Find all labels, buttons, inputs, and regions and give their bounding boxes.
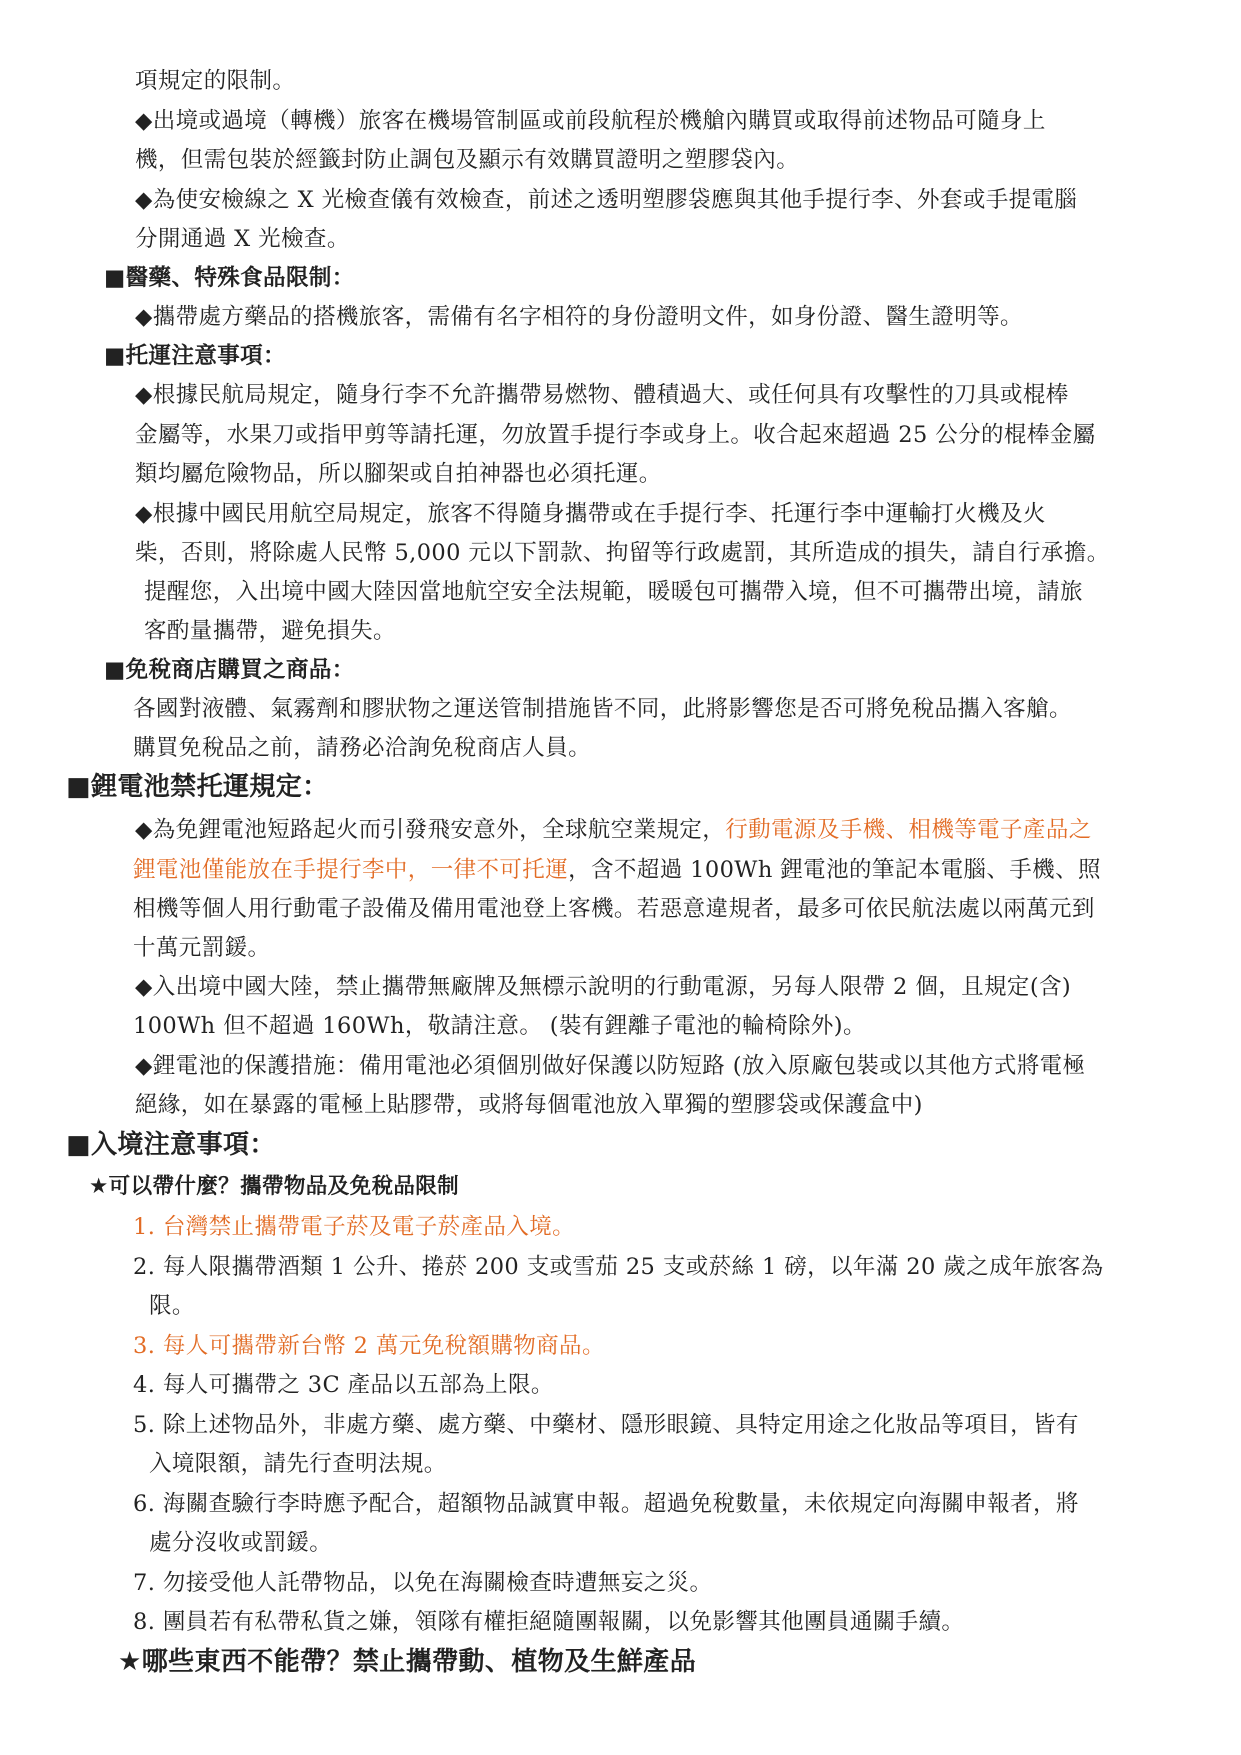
paragraph-line: ◆根據民航局規定，隨身行李不允許攜帶易燃物、體積過大、或任何具有攻擊性的刀具或棍棒 [135,382,1069,408]
highlight-text: 行動電源及手機、相機等電子產品之 [725,817,1092,843]
list-item: 5. 除上述物品外，非處方藥、處方藥、中藥材、隱形眼鏡、具特定用途之化妝品等項目，皆有 [133,1412,1079,1438]
paragraph-line: 客酌量攜帶，避免損失。 [144,618,396,644]
paragraph-line: 100Wh 但不超過 160Wh，敬請注意。 (裝有鋰離子電池的輪椅除外)。 [133,1013,866,1039]
paragraph-line: ◆攜帶處方藥品的搭機旅客，需備有名字相符的身份證明文件，如身份證、醫生證明等。 [135,304,1023,330]
paragraph-line: 各國對液體、氣霧劑和膠狀物之運送管制措施皆不同，此將影響您是否可將免稅品攜入客艙。 [133,696,1072,722]
paragraph-line: ◆鋰電池的保護措施：備用電池必須個別做好保護以防短路 (放入原廠包裝或以其他方式將電極 [135,1053,1086,1079]
paragraph-line: 購買免稅品之前，請務必洽詢免稅商店人員。 [133,735,592,761]
paragraph-line [135,815,1092,845]
list-item-continued: 限。 [149,1293,195,1319]
paragraph-line: 金屬等，水果刀或指甲剪等請托運，勿放置手提行李或身上。收合起來超過 25 公分的棍棒金屬 [135,422,1096,448]
paragraph-line: ◆根據中國民用航空局規定，旅客不得隨身攜帶或在手提行李、托運行李中運輸打火機及火 [135,501,1046,527]
list-item-continued: 處分沒收或罰鍰。 [149,1530,333,1556]
paragraph-line: 分開通過 X 光檢查。 [135,226,350,252]
paragraph-line: 相機等個人用行動電子設備及備用電池登上客機。若惡意違規者，最多可依民航法處以兩萬元到 [133,896,1095,922]
text-run: ，含不超過 100Wh 鋰電池的筆記本電腦、手機、照 [568,857,1101,883]
paragraph-line: 十萬元罰鍰。 [133,935,271,961]
subheading-allowed-items: ★可以帶什麼？攜帶物品及免稅品限制 [89,1174,460,1199]
list-item-continued: 入境限額，請先行查明法規。 [149,1451,447,1477]
list-item: 2. 每人限攜帶酒類 1 公升、捲菸 200 支或雪茄 25 支或菸絲 1 磅，以年滿 20 歲之成年旅客為 [133,1254,1104,1280]
section-heading-checked-baggage: ■托運注意事項： [104,343,286,369]
paragraph-line: 項規定的限制。 [135,68,296,94]
section-heading-entry: ■入境注意事項： [66,1130,276,1160]
paragraph-line: 機，但需包裝於經籤封防止調包及顯示有效購買證明之塑膠袋內。 [135,147,800,173]
highlight-text: 鋰電池僅能放在手提行李中，一律不可托運 [133,857,569,883]
paragraph-line: 類均屬危險物品，所以腳架或自拍神器也必須托運。 [135,461,662,487]
section-heading-duty-free: ■免稅商店購買之商品： [104,657,355,683]
paragraph-line [133,855,1101,885]
list-item: 7. 勿接受他人託帶物品，以免在海關檢查時遭無妄之災。 [133,1570,713,1596]
list-item: 6. 海關查驗行李時應予配合，超額物品誠實申報。超過免稅數量，未依規定向海關申報者，將 [133,1491,1079,1517]
subheading-prohibited-items: ★哪些東西不能帶？禁止攜帶動、植物及生鮮產品 [118,1647,697,1677]
section-heading-medicine: ■醫藥、特殊食品限制： [104,265,355,291]
list-item: 3. 每人可攜帶新台幣 2 萬元免稅額購物商品。 [133,1333,605,1359]
list-item: 4. 每人可攜帶之 3C 產品以五部為上限。 [133,1372,554,1398]
paragraph-line: ◆出境或過境（轉機）旅客在機場管制區或前段航程於機艙內購買或取得前述物品可隨身上 [135,108,1046,134]
list-item: 8. 團員若有私帶私貨之嫌，領隊有權拒絕隨團報關，以免影響其他團員通關手續。 [133,1609,965,1635]
paragraph-line: 絕緣，如在暴露的電極上貼膠帶，或將每個電池放入單獨的塑膠袋或保護盒中) [135,1092,923,1118]
section-heading-lithium-battery: ■鋰電池禁托運規定： [66,772,329,802]
paragraph-line: 柴，否則，將除處人民幣 5,000 元以下罰款、拘留等行政處罰，其所造成的損失，請自行承擔。 [135,540,1110,566]
text-run: ◆為免鋰電池短路起火而引發飛安意外，全球航空業規定， [135,817,726,843]
paragraph-line: 提醒您，入出境中國大陸因當地航空安全法規範，暖暖包可攜帶入境，但不可攜帶出境，請旅 [144,579,1083,605]
paragraph-line: ◆入出境中國大陸，禁止攜帶無廠牌及無標示說明的行動電源，另每人限帶 2 個，且規定(含) [135,974,1072,1000]
list-item: 1. 台灣禁止攜帶電子菸及電子菸產品入境。 [133,1214,576,1240]
paragraph-line: ◆為使安檢線之 X 光檢查儀有效檢查，前述之透明塑膠袋應與其他手提行李、外套或手提電腦 [135,187,1078,213]
